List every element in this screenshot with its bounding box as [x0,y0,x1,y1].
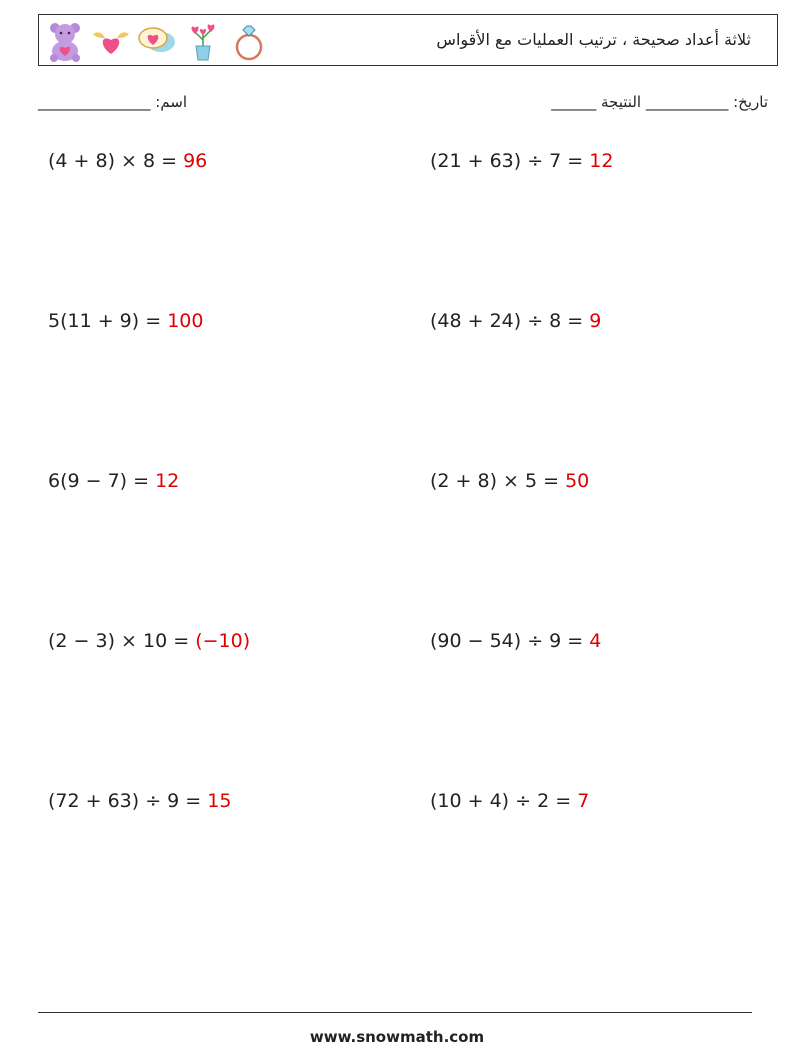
problem-answer: 7 [577,790,590,812]
heart-plant-pot-icon [183,20,223,62]
problem-answer: 15 [207,790,232,812]
problem-expression: (72 + 63) ÷ 9 = [48,790,208,812]
winged-heart-icon [91,20,131,62]
problem-8 [430,630,601,652]
problem-expression: 5(11 + 9) = [48,310,168,332]
footer-divider [38,1012,752,1013]
problem-4 [430,310,601,332]
worksheet-header [38,14,778,66]
problem-expression: (10 + 4) ÷ 2 = [430,790,578,812]
problem-expression: (21 + 63) ÷ 7 = [430,150,590,172]
speech-bubbles-heart-icon [137,20,177,62]
problem-expression: 6(9 − 7) = [48,470,156,492]
header-icons [45,19,269,63]
problem-9 [48,790,231,812]
problem-5 [48,470,179,492]
problem-answer: 4 [589,630,602,652]
problem-answer: 50 [565,470,590,492]
problem-answer: 9 [589,310,602,332]
problem-7 [48,630,250,652]
teddy-bear-icon [45,20,85,62]
diamond-ring-icon [229,20,269,62]
problem-answer: 96 [183,150,208,172]
worksheet-title: ثلاثة أعداد صحيحة ، ترتيب العمليات مع الأقواس [436,30,751,49]
problem-1 [48,150,207,172]
problem-expression: (2 + 8) × 5 = [430,470,566,492]
problem-expression: (90 − 54) ÷ 9 = [430,630,590,652]
problem-2 [430,150,613,172]
problem-answer: 100 [167,310,204,332]
problem-6 [430,470,589,492]
footer-url: www.snowmath.com [309,1028,485,1046]
problem-expression: (2 − 3) × 10 = [48,630,196,652]
problem-answer: 12 [155,470,180,492]
problem-expression: (48 + 24) ÷ 8 = [430,310,590,332]
date-score-field: تاريخ: ___________ النتيجة ______ [551,93,768,111]
problem-answer: (−10) [195,630,251,652]
problem-10 [430,790,589,812]
name-field: اسم: _______________ [38,93,188,111]
problem-expression: (4 + 8) × 8 = [48,150,184,172]
problem-3 [48,310,203,332]
problem-answer: 12 [589,150,614,172]
